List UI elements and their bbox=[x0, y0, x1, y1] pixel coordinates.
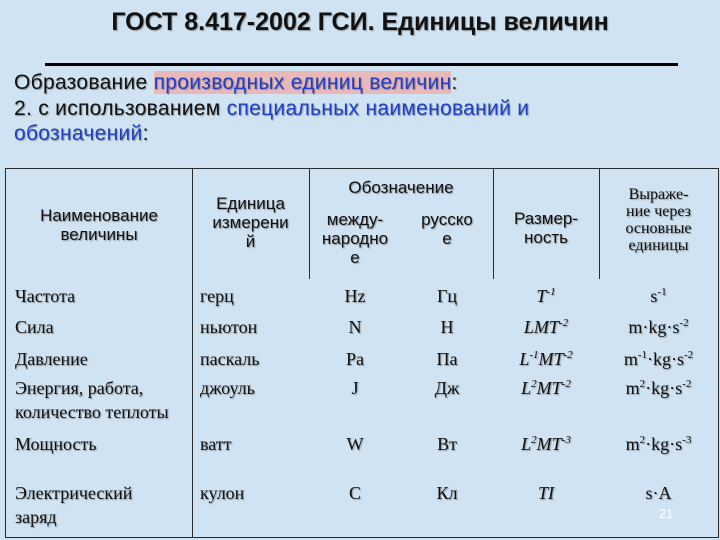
blue-phrase: обозначений bbox=[14, 122, 143, 145]
header-unit: Единица измерени й bbox=[212, 194, 289, 251]
row-russian-symbol: Дж bbox=[434, 378, 460, 398]
row-dimension bbox=[493, 378, 599, 399]
dimension-base: MT bbox=[538, 349, 564, 369]
row-russian-symbol: Н bbox=[440, 317, 454, 337]
row-dimension bbox=[493, 434, 599, 455]
row-russian-symbol: Па bbox=[436, 349, 458, 369]
row-international-symbol: Pa bbox=[346, 349, 364, 369]
dimension-base: L bbox=[521, 378, 532, 398]
dimension-base: T bbox=[536, 286, 547, 306]
expression-exponent: -2 bbox=[684, 349, 694, 361]
header-international: между- народно е bbox=[321, 210, 389, 267]
intro-line-1 bbox=[14, 71, 458, 95]
expression-base: m bbox=[623, 349, 638, 369]
dimension-exponent: -2 bbox=[561, 378, 571, 390]
row-quantity: Мощность bbox=[15, 434, 97, 454]
row-quantity: заряд bbox=[15, 507, 57, 527]
row-quantity: Давление bbox=[15, 349, 88, 369]
intro-line-3 bbox=[14, 122, 149, 146]
row-unit: джоуль bbox=[200, 378, 255, 398]
row-unit: паскаль bbox=[200, 349, 260, 369]
expression-base: m bbox=[625, 378, 640, 398]
intro-colon: : bbox=[451, 71, 458, 94]
row-russian-symbol: Вт bbox=[437, 434, 457, 454]
row-quantity: Электрический bbox=[15, 483, 133, 503]
expression-exponent: 2 bbox=[639, 378, 646, 390]
expression-exponent: -2 bbox=[679, 317, 689, 329]
intro-text: 2. с использованием bbox=[14, 97, 227, 120]
expression-base: s bbox=[650, 286, 658, 306]
row-unit: ватт bbox=[200, 434, 232, 454]
intro-text: Образование bbox=[14, 71, 154, 94]
header-quantity-name: Наименование величины bbox=[40, 206, 158, 244]
expression-base: ·kg·s bbox=[645, 434, 683, 454]
dimension-base: LMT bbox=[523, 317, 559, 337]
row-international-symbol: C bbox=[348, 483, 361, 503]
row-base-units-expression bbox=[599, 349, 718, 370]
units-table bbox=[5, 168, 719, 538]
dimension-base: TI bbox=[537, 483, 554, 503]
row-quantity: Энергия, работа, bbox=[15, 378, 144, 398]
dimension-exponent: -2 bbox=[558, 317, 569, 329]
row-base-units-expression bbox=[599, 434, 718, 455]
row-international-symbol: N bbox=[348, 317, 362, 337]
expression-base: s·A bbox=[645, 483, 672, 503]
expression-exponent: -1 bbox=[657, 286, 667, 298]
row-unit: герц bbox=[200, 286, 234, 306]
row-russian-symbol: Кл bbox=[436, 483, 458, 503]
slide-title: ГОСТ 8.417-2002 ГСИ. Единицы величин bbox=[111, 8, 609, 36]
row-quantity: количество теплоты bbox=[15, 402, 169, 422]
row-base-units-expression bbox=[599, 378, 718, 399]
expression-exponent: 2 bbox=[639, 434, 646, 446]
expression-base: m bbox=[625, 434, 640, 454]
row-international-symbol: Hz bbox=[344, 286, 366, 306]
dimension-base: L bbox=[519, 349, 530, 369]
dimension-exponent: 2 bbox=[531, 378, 537, 390]
title-underline bbox=[45, 63, 678, 66]
row-international-symbol: W bbox=[346, 434, 364, 454]
expression-base: m·kg·s bbox=[628, 317, 680, 337]
expression-base: ·kg·s bbox=[645, 378, 683, 398]
row-international-symbol: J bbox=[351, 378, 359, 398]
header-dimension: Размер- ность bbox=[513, 209, 579, 247]
row-base-units-expression bbox=[599, 286, 718, 307]
row-dimension bbox=[493, 286, 599, 307]
row-quantity: Частота bbox=[15, 286, 76, 306]
dimension-base: MT bbox=[536, 434, 562, 454]
intro-colon: : bbox=[142, 122, 149, 145]
dimension-exponent: -1 bbox=[546, 286, 556, 298]
header-expression: Выраже- ние через основные единицы bbox=[625, 186, 692, 254]
expression-exponent: -3 bbox=[682, 434, 692, 446]
row-base-units-expression bbox=[599, 483, 718, 504]
dimension-base: MT bbox=[536, 378, 562, 398]
header-russian: русско е bbox=[421, 210, 473, 248]
header-designation: Обозначение bbox=[348, 178, 454, 197]
highlighted-phrase: производных единиц величин bbox=[153, 71, 452, 94]
row-unit: ньютон bbox=[200, 317, 258, 337]
row-russian-symbol: Гц bbox=[436, 286, 458, 306]
row-unit: кулон bbox=[200, 483, 245, 503]
dimension-exponent: -2 bbox=[563, 349, 573, 361]
expression-base: ·kg·s bbox=[647, 349, 684, 369]
row-dimension bbox=[493, 349, 599, 370]
dimension-exponent: -1 bbox=[529, 349, 539, 361]
intro-line-2 bbox=[14, 97, 529, 121]
blue-phrase: специальных наименований и bbox=[226, 97, 530, 120]
row-dimension bbox=[493, 317, 599, 338]
expression-exponent: -1 bbox=[637, 349, 647, 361]
row-quantity: Сила bbox=[15, 317, 54, 337]
expression-exponent: -2 bbox=[682, 378, 692, 390]
dimension-exponent: 2 bbox=[531, 434, 537, 446]
dimension-exponent: -3 bbox=[561, 434, 571, 446]
dimension-base: L bbox=[521, 434, 532, 454]
row-base-units-expression bbox=[599, 317, 718, 338]
row-dimension bbox=[493, 483, 599, 504]
page-number: 21 bbox=[659, 506, 674, 521]
